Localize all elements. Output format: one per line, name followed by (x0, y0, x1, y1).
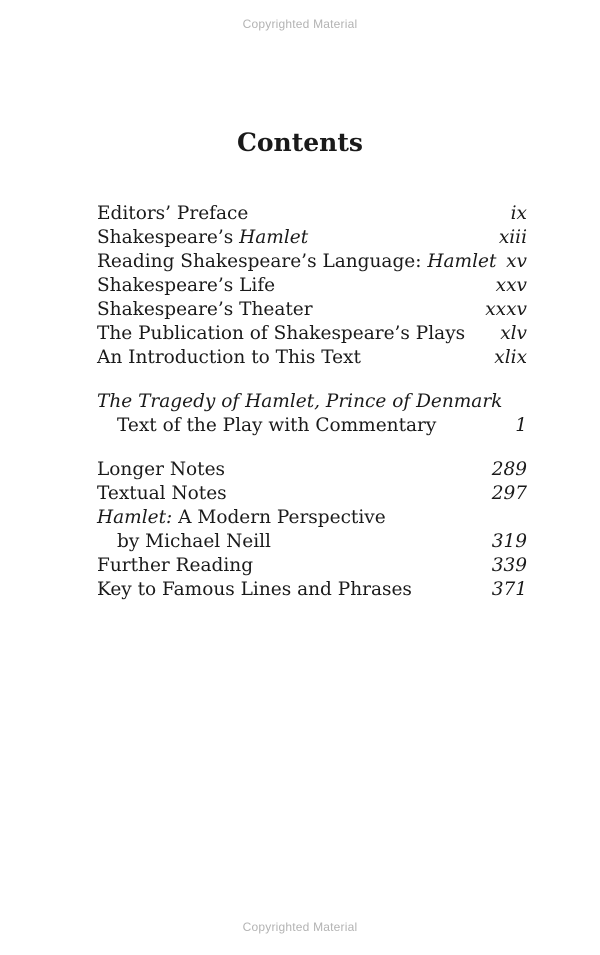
table-of-contents (97, 202, 527, 602)
watermark-bottom: Copyrighted Material (242, 920, 358, 934)
section-gap (97, 370, 527, 390)
page-title: Contents (236, 128, 363, 157)
toc-entry (97, 458, 527, 482)
toc-entry-title-part: Shakespeare’s (97, 227, 240, 248)
toc-entry-page-number: 371 (491, 579, 527, 600)
toc-entry-title-part: Editors’ Preface (97, 203, 249, 224)
toc-entry-title (97, 458, 225, 482)
toc-entry-title-part: The Tragedy of Hamlet, Prince of Denmark (97, 391, 503, 412)
toc-entry (97, 554, 527, 578)
toc-entry-page-number: xiii (498, 227, 527, 248)
toc-entry-title (97, 506, 386, 530)
toc-entry-title (97, 554, 253, 578)
toc-entry (97, 298, 527, 322)
toc-entry-title (97, 346, 361, 370)
section-gap (97, 438, 527, 458)
toc-entry-title-part: Textual Notes (97, 483, 227, 504)
toc-entry (97, 250, 527, 274)
toc-entry-title (97, 482, 227, 506)
watermark-top: Copyrighted Material (242, 17, 358, 31)
toc-entry-page-number: 297 (491, 483, 527, 504)
toc-entry-page-number: ix (510, 203, 527, 224)
toc-entry (97, 578, 527, 602)
toc-entry-title-part: The Publication of Shakespeare’s Plays (97, 323, 466, 344)
toc-entry-title (97, 390, 502, 414)
toc-entry (97, 322, 527, 346)
toc-entry-title (97, 578, 412, 602)
toc-entry (97, 346, 527, 370)
toc-entry-title-part: Hamlet: (97, 507, 173, 528)
toc-entry-title-part: Further Reading (97, 555, 254, 576)
toc-entry-title (97, 322, 465, 346)
toc-entry-title-part: Reading Shakespeare’s Language: (97, 251, 428, 272)
toc-entry-title-part: Hamlet (427, 251, 497, 272)
toc-entry-title-part: A Modern Perspective (172, 507, 386, 528)
toc-entry (97, 226, 527, 250)
toc-entry-title-part: Shakespeare’s Life (97, 275, 276, 296)
toc-entry (97, 530, 527, 554)
toc-entry-title (97, 298, 313, 322)
toc-entry-title-part: Hamlet (239, 227, 309, 248)
toc-entry-page-number: 339 (491, 555, 527, 576)
toc-entry (97, 274, 527, 298)
toc-entry-page-number: 1 (515, 415, 527, 436)
toc-entry-title-part: Key to Famous Lines and Phrases (97, 579, 412, 600)
toc-entry (97, 202, 527, 226)
toc-entry (97, 414, 527, 438)
toc-entry-title (97, 530, 271, 554)
toc-entry (97, 482, 527, 506)
toc-entry-title-part: Longer Notes (97, 459, 226, 480)
toc-entry-title-part: Shakespeare’s Theater (97, 299, 313, 320)
toc-entry-title (97, 414, 436, 438)
toc-entry-page-number: xlv (500, 323, 527, 344)
toc-entry-page-number: xxxv (485, 299, 527, 320)
toc-entry-title-part: An Introduction to This Text (97, 347, 361, 368)
toc-entry-page-number: xlix (494, 347, 527, 368)
toc-entry-title (97, 274, 275, 298)
toc-entry (97, 506, 527, 530)
toc-entry-title (97, 202, 248, 226)
toc-entry-page-number: xv (506, 251, 527, 272)
toc-entry-page-number: 319 (491, 531, 527, 552)
toc-entry (97, 390, 527, 414)
toc-entry-title (97, 226, 308, 250)
toc-entry-page-number: 289 (491, 459, 527, 480)
toc-entry-title (97, 250, 496, 274)
toc-entry-title-part: by Michael Neill (117, 531, 271, 552)
toc-entry-title-part: Text of the Play with Commentary (117, 415, 437, 436)
toc-entry-page-number: xxv (495, 275, 527, 296)
